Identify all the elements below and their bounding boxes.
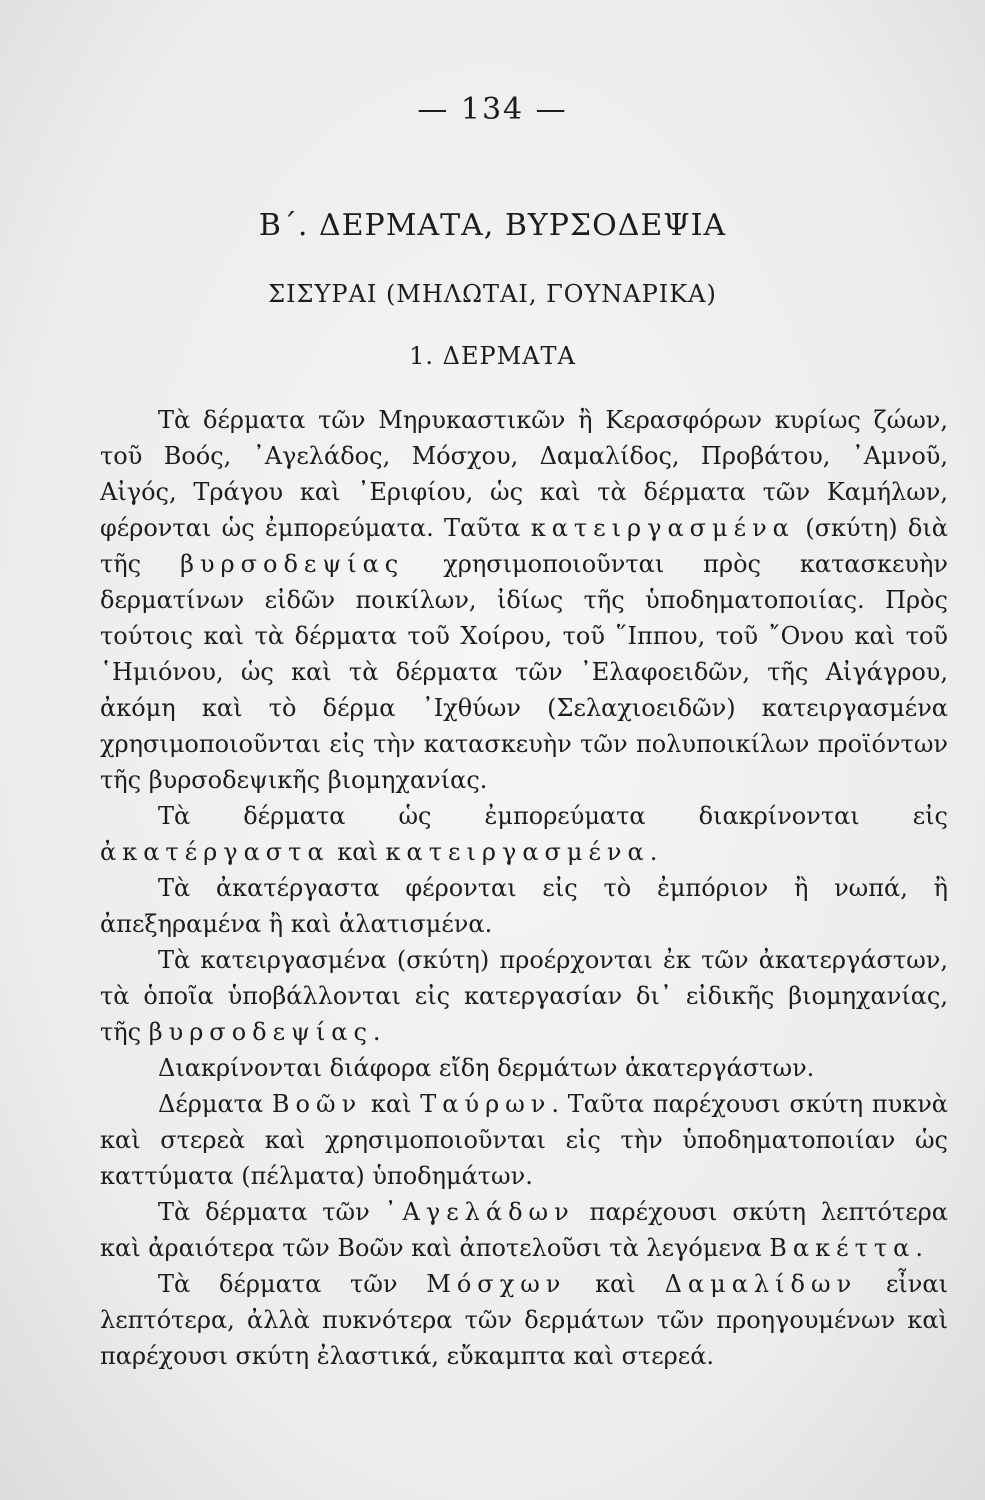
section-subtitle: ΣΙΣΥΡΑΙ (ΜΗΛΩΤΑΙ, ΓΟΥΝΑΡΙΚΑ) bbox=[268, 280, 717, 308]
spaced-term: Βοῶν bbox=[271, 1090, 363, 1118]
spaced-term: ᾿Αγελάδων bbox=[384, 1198, 575, 1226]
paragraph-7: Τὰ δέρματα τῶν ᾿Αγελάδων παρέχουσι σκύτη λεπτότερα καὶ ἀραιότερα τῶν Βοῶν καὶ ἀποτελοῦσι τὰ λεγόμενα Βακέττα. bbox=[100, 1198, 948, 1262]
spaced-term: Δαμαλίδων bbox=[664, 1270, 858, 1298]
subsection-title: 1. ΔΕΡΜΑΤΑ bbox=[409, 342, 576, 370]
spaced-term: Ταύρων bbox=[420, 1090, 552, 1118]
paragraph-1: Τὰ δέρματα τῶν Μηρυκαστικῶν ἢ Κερασφόρων κυρίως ζώων, τοῦ Βοός, ᾿Αγελάδος, Μόσχου, Δαμαλίδος, Προβάτου, ᾿Αμνοῦ, Αἰγός, Τράγου καὶ ᾿Εριφίου, ὡς καὶ τὰ δέρματα τῶν Καμήλων, φέρονται ὡς ἐμπορεύματα. Ταῦτα κατειργασμένα (σκύτη) διὰ τῆς βυρσοδεψίας χρησιμοποιοῦνται πρὸς κατασκευὴν δερματίνων εἰδῶν ποικίλων, ἰδίως τῆς ὑποδηματοποιίας. Πρὸς τούτοις καὶ τὰ δέρματα τοῦ Χοίρου, τοῦ ῞Ιππου, τοῦ ῎Ονου καὶ τοῦ ῾Ημιόνου, ὡς καὶ τὰ δέρματα τῶν ᾿Ελαφοειδῶν, τῆς Αἰγάγρου, ἀκόμη καὶ τὸ δέρμα ᾿Ιχθύων (Σελαχιοειδῶν) κατειργασμένα χρησιμοποιοῦνται εἰς τὴν κατασκευὴν τῶν πολυποικίλων προϊόντων τῆς βυρσοδεψικῆς βιομηχανίας. bbox=[100, 406, 948, 794]
paragraph-6: Δέρματα Βοῶν καὶ Ταύρων. Ταῦτα παρέχουσι σκύτη πυκνὰ καὶ στερεὰ καὶ χρησιμοποιοῦνται εἰς τὴν ὑποδηματοποιίαν ὡς καττύματα (πέλματα) ὑποδημάτων. bbox=[100, 1090, 948, 1190]
spaced-term: Μόσχων bbox=[426, 1270, 567, 1298]
spaced-term: βυρσοδεψίας bbox=[180, 550, 405, 578]
paragraph-3: Τὰ ἀκατέργαστα φέρονται εἰς τὸ ἐμπόριον ἢ νωπά, ἢ ἀπεξηραμένα ἢ καὶ ἁλατισμένα. bbox=[100, 874, 948, 938]
body-text bbox=[100, 402, 948, 1374]
page-number: — 134 — bbox=[417, 92, 568, 127]
spaced-term: Βακέττα bbox=[769, 1234, 916, 1262]
spaced-term: βυρσοδεψίας bbox=[148, 1018, 373, 1046]
chapter-title: Β΄. ΔΕΡΜΑΤΑ, ΒΥΡΣΟΔΕΨΙΑ bbox=[258, 208, 727, 243]
spaced-term: κατειργασμένα bbox=[385, 838, 650, 866]
paragraph-4: Τὰ κατειργασμένα (σκύτη) προέρχονται ἐκ τῶν ἀκατεργάστων, τὰ ὁποῖα ὑποβάλλονται εἰς κατεργασίαν δι᾿ εἰδικῆς βιομηχανίας, τῆς βυρσοδεψίας. bbox=[100, 946, 948, 1046]
spaced-term: ἀκατέργαστα bbox=[100, 838, 330, 866]
spaced-term: κατειργασμένα bbox=[530, 514, 795, 542]
paragraph-2: Τὰ δέρματα ὡς ἐμπορεύματα διακρίνονται εἰς ἀκατέργαστα καὶ κατειργασμένα. bbox=[100, 802, 948, 866]
paragraph-5: Διακρίνονται διάφορα εἴδη δερμάτων ἀκατεργάστων. bbox=[158, 1054, 815, 1082]
paragraph-8: Τὰ δέρματα τῶν Μόσχων καὶ Δαμαλίδων εἶναι λεπτότερα, ἀλλὰ πυκνότερα τῶν δερμάτων τῶν προηγουμένων καὶ παρέχουσι σκύτη ἐλαστικά, εὔκαμπτα καὶ στερεά. bbox=[100, 1270, 948, 1370]
